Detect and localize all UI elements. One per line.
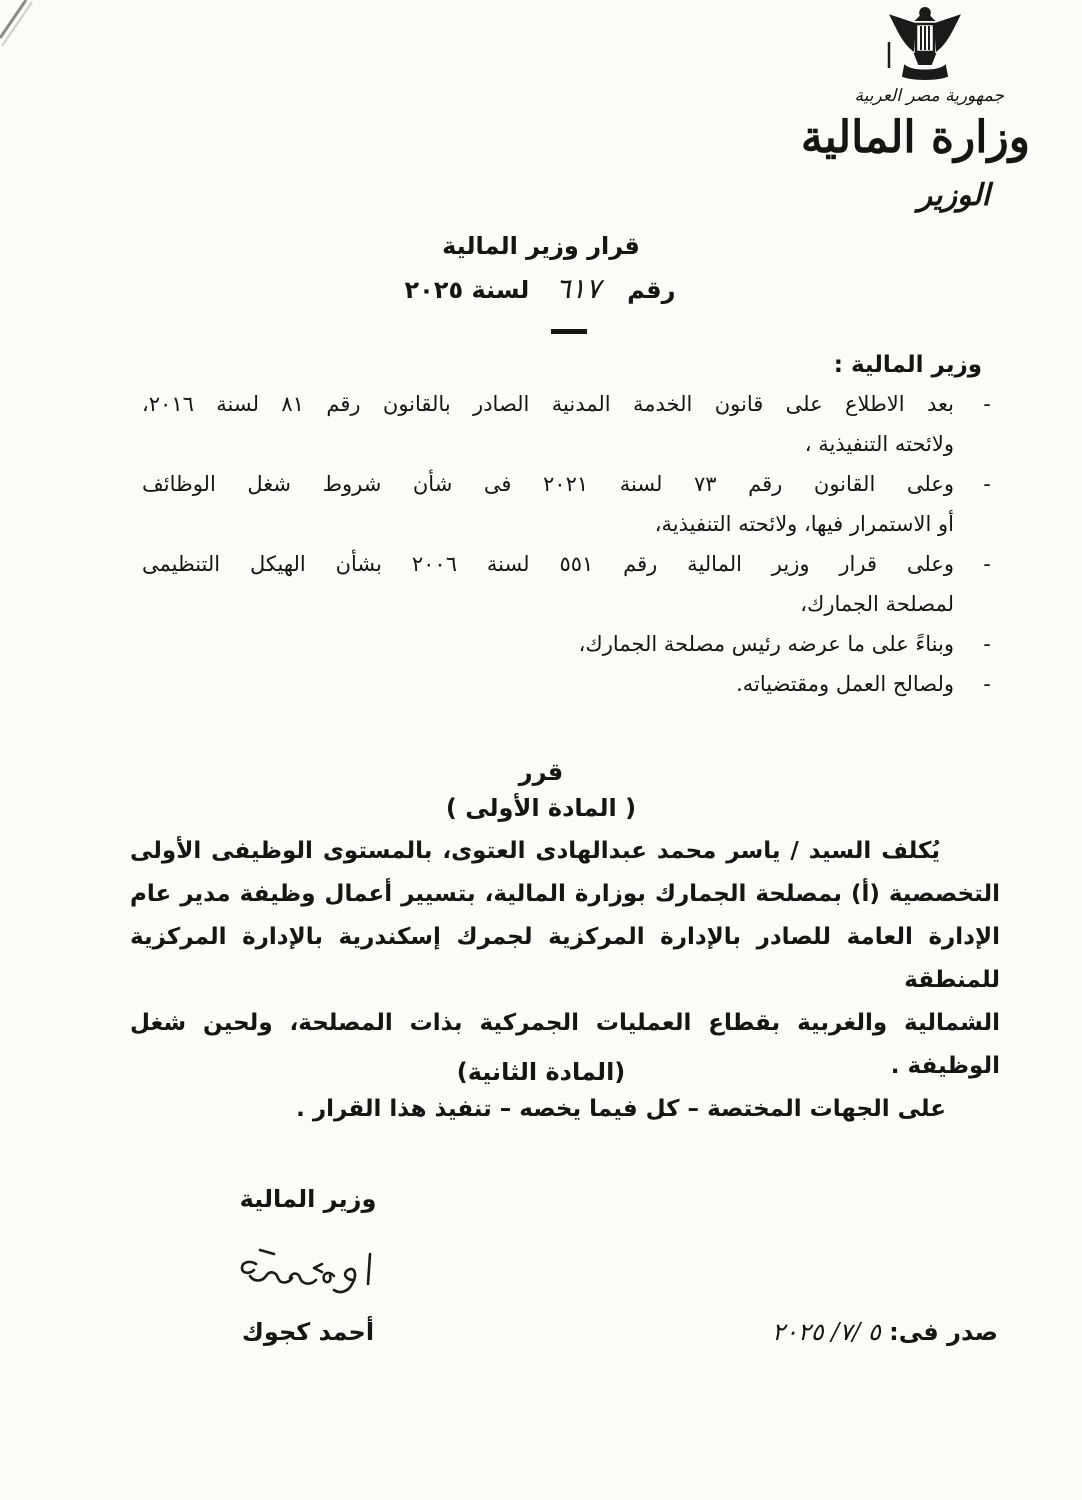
preamble-line: بعد الاطلاع على قانون الخدمة المدنية الصادر بالقانون رقم ٨١ لسنة ٢٠١٦، [142, 392, 954, 416]
republic-name: جمهورية مصر العربية [854, 86, 1004, 106]
ministry-name: وزارة المالية [800, 112, 1030, 163]
list-item: - وعلى القانون رقم ٧٣ لسنة ٢٠٢١ فى شأن شروط شغل الوظائف أو الاستمرار فيها، ولائحته التنفيذية، [142, 464, 1002, 544]
preamble-continuation: ولائحته التنفيذية ، [804, 432, 954, 456]
issue-date: ٥ /٧/ ٢٠٢٥ [772, 1318, 881, 1346]
preamble-continuation: أو الاستمرار فيها، ولائحته التنفيذية، [654, 512, 954, 536]
preamble-line: وبناءً على ما عرضه رئيس مصلحة الجمارك، [578, 632, 954, 656]
list-item: - وبناءً على ما عرضه رئيس مصلحة الجمارك، [142, 624, 1002, 664]
article-1-title: ( المادة الأولى ) [445, 794, 637, 822]
article-1-line: التخصصية (أ) بمصلحة الجمارك بوزارة المالية، بتسيير أعمال وظيفة مدير عام [130, 881, 1000, 907]
issue-date-line [772, 1318, 998, 1346]
eagle-emblem-icon [883, 2, 967, 84]
article-1-line: الشمالية والغربية بقطاع العمليات الجمركية بذات المصلحة، ولحين شغل الوظيفة . [130, 1010, 1000, 1079]
preamble-list [142, 384, 1002, 704]
letterhead [800, 0, 1042, 230]
preamble-line: وعلى القانون رقم ٧٣ لسنة ٢٠٢١ فى شأن شروط شغل الوظائف [142, 472, 954, 496]
list-item: - وعلى قرار وزير المالية رقم ٥٥١ لسنة ٢٠٠٦ بشأن الهيكل التنظيمى لمصلحة الجمارك، [142, 544, 1002, 624]
preamble-continuation: لمصلحة الجمارك، [800, 592, 954, 616]
article-1-line: الإدارة العامة للصادر بالإدارة المركزية لجمرك إسكندرية بالإدارة المركزية للمنطقة [130, 924, 1000, 993]
decree-number: ٦١٧ [555, 272, 601, 305]
signatory-role: وزير المالية [239, 1185, 377, 1213]
article-1-line: يُكلف السيد / ياسر محمد عبدالهادى العتوى، بالمستوى الوظيفى الأولى [130, 838, 940, 864]
preamble-line: وعلى قرار وزير المالية رقم ٥٥١ لسنة ٢٠٠٦ بشأن الهيكل التنظيمى [142, 552, 954, 576]
article-1-body [130, 830, 1000, 1088]
list-item: - بعد الاطلاع على قانون الخدمة المدنية الصادر بالقانون رقم ٨١ لسنة ٢٠١٦، ولائحته التنفيذية ، [142, 384, 1002, 464]
scan-corner-artifact [0, 0, 60, 60]
list-item: - ولصالح العمل ومقتضياته. [142, 664, 1002, 704]
article-2-body: على الجهات المختصة – كل فيما يخصه – تنفيذ هذا القرار . [296, 1096, 946, 1122]
decree-year: لسنة ٢٠٢٥ [404, 276, 530, 304]
decree-number-line [330, 272, 750, 305]
minister-office: الوزير [917, 178, 990, 213]
addressee: وزير المالية : [833, 352, 982, 378]
signatory-name: أحمد كجوك [241, 1318, 375, 1346]
preamble-line: ولصالح العمل ومقتضياته. [736, 672, 954, 696]
article-2-title: (المادة الثانية) [456, 1058, 626, 1086]
decision-heading: قرر [518, 758, 564, 786]
handwritten-signature [230, 1240, 380, 1300]
decree-title: قرار وزير المالية [442, 232, 640, 260]
issued-label: صدر فى: [889, 1318, 998, 1346]
title-divider [551, 329, 587, 334]
number-label: رقم [627, 276, 676, 304]
